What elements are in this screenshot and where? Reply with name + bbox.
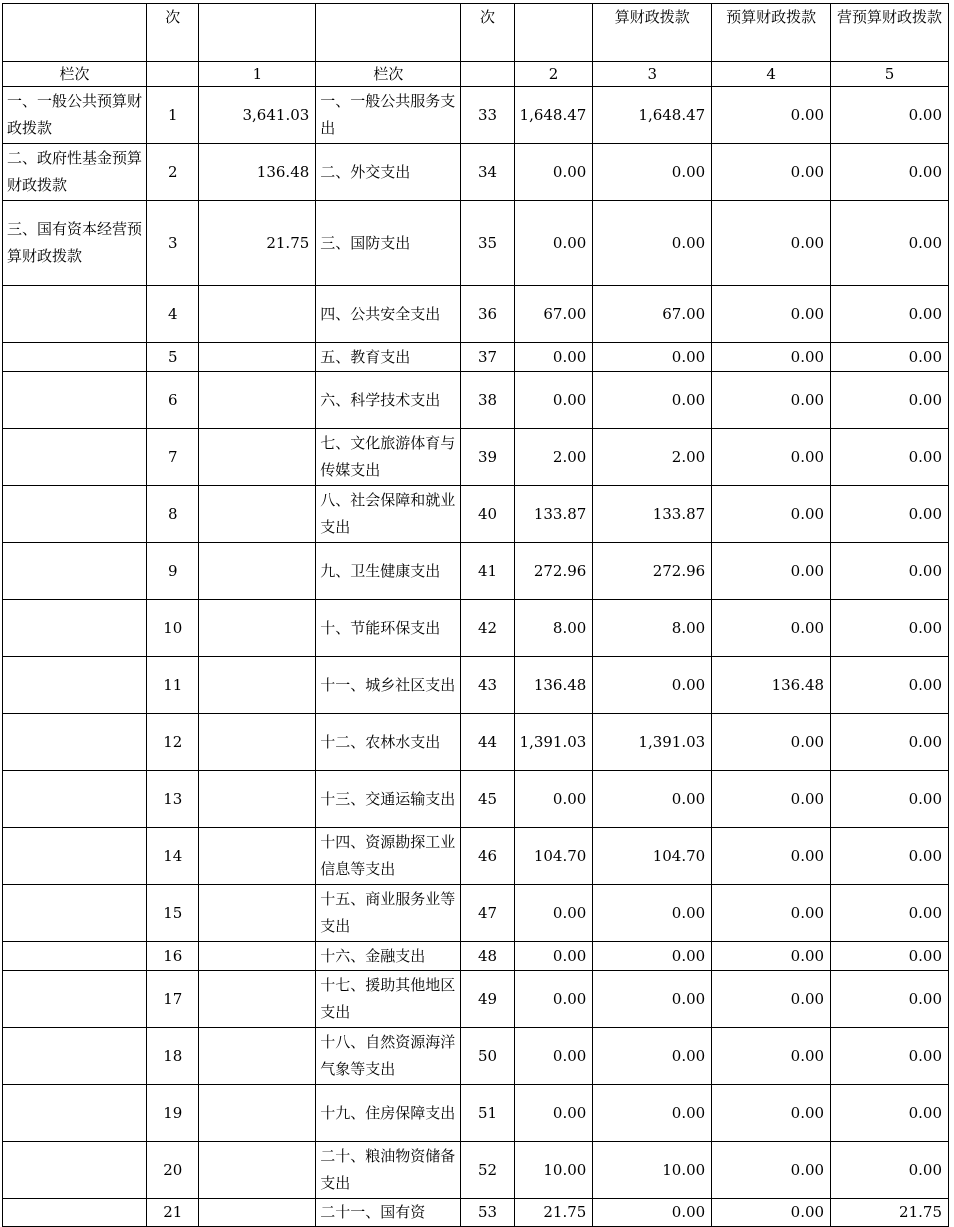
income-amount-cell: [199, 657, 316, 714]
income-source-cell: [3, 1142, 147, 1199]
fund-budget-cell: 0.00: [712, 543, 831, 600]
line-number-cell: 47: [461, 885, 514, 942]
general-budget-cell: 104.70: [593, 828, 712, 885]
expense-item-cell: 七、文化旅游体育与传媒支出: [316, 429, 461, 486]
income-amount-cell: [199, 1199, 316, 1227]
column-number-cell: 5: [831, 62, 949, 87]
total-amount-cell: 0.00: [514, 372, 593, 429]
expense-item-cell: 十、节能环保支出: [316, 600, 461, 657]
capital-budget-cell: 0.00: [831, 1085, 949, 1142]
line-number-cell: 40: [461, 486, 514, 543]
fund-budget-cell: 0.00: [712, 144, 831, 201]
header-cell: 营预算财政拨款: [831, 4, 949, 62]
income-source-cell: [3, 429, 147, 486]
expense-item-cell: 八、社会保障和就业支出: [316, 486, 461, 543]
capital-budget-cell: 0.00: [831, 144, 949, 201]
general-budget-cell: 0.00: [593, 971, 712, 1028]
budget-table-sheet: [2, 3, 952, 1227]
general-budget-cell: 0.00: [593, 885, 712, 942]
capital-budget-cell: 0.00: [831, 429, 949, 486]
general-budget-cell: 133.87: [593, 486, 712, 543]
line-number-cell: 34: [461, 144, 514, 201]
income-amount-cell: [199, 600, 316, 657]
line-number-cell: 52: [461, 1142, 514, 1199]
total-amount-cell: 10.00: [514, 1142, 593, 1199]
income-source-cell: [3, 1085, 147, 1142]
capital-budget-cell: 0.00: [831, 657, 949, 714]
income-source-cell: [3, 1199, 147, 1227]
header-cell: [514, 4, 593, 62]
income-amount-cell: [199, 828, 316, 885]
total-amount-cell: 2.00: [514, 429, 593, 486]
fund-budget-cell: 0.00: [712, 1142, 831, 1199]
income-source-cell: [3, 657, 147, 714]
total-amount-cell: 272.96: [514, 543, 593, 600]
total-amount-cell: 67.00: [514, 286, 593, 343]
capital-budget-cell: 0.00: [831, 286, 949, 343]
expense-item-cell: 二十一、国有资: [316, 1199, 461, 1227]
fund-budget-cell: 0.00: [712, 343, 831, 372]
expense-item-cell: 九、卫生健康支出: [316, 543, 461, 600]
income-source-cell: [3, 828, 147, 885]
income-source-cell: [3, 971, 147, 1028]
budget-table: [2, 3, 949, 1227]
expense-item-cell: 十三、交通运输支出: [316, 771, 461, 828]
income-source-cell: [3, 600, 147, 657]
total-amount-cell: 21.75: [514, 1199, 593, 1227]
income-amount-cell: [199, 1085, 316, 1142]
income-amount-cell: [199, 486, 316, 543]
fund-budget-cell: 0.00: [712, 87, 831, 144]
seq-cell: 5: [147, 343, 199, 372]
expense-item-cell: 六、科学技术支出: [316, 372, 461, 429]
income-source-cell: [3, 343, 147, 372]
table-row: [3, 87, 949, 144]
fund-budget-cell: 0.00: [712, 286, 831, 343]
income-source-cell: 一、一般公共预算财政拨款: [3, 87, 147, 144]
capital-budget-cell: 0.00: [831, 828, 949, 885]
general-budget-cell: 0.00: [593, 942, 712, 971]
total-amount-cell: 0.00: [514, 343, 593, 372]
fund-budget-cell: 0.00: [712, 942, 831, 971]
seq-cell: 20: [147, 1142, 199, 1199]
expense-item-cell: 十六、金融支出: [316, 942, 461, 971]
expense-item-cell: 十一、城乡社区支出: [316, 657, 461, 714]
table-row: [3, 201, 949, 286]
income-amount-cell: [199, 1142, 316, 1199]
table-row: [3, 1085, 949, 1142]
line-number-cell: 42: [461, 600, 514, 657]
seq-cell: 8: [147, 486, 199, 543]
fund-budget-cell: 0.00: [712, 600, 831, 657]
line-number-cell: 44: [461, 714, 514, 771]
capital-budget-cell: 21.75: [831, 1199, 949, 1227]
table-row: [3, 657, 949, 714]
table-row: [3, 828, 949, 885]
column-number-cell: 2: [514, 62, 593, 87]
capital-budget-cell: 0.00: [831, 885, 949, 942]
line-number-cell: 37: [461, 343, 514, 372]
general-budget-cell: 0.00: [593, 201, 712, 286]
fund-budget-cell: 0.00: [712, 885, 831, 942]
expense-item-cell: 五、教育支出: [316, 343, 461, 372]
income-amount-cell: [199, 543, 316, 600]
seq-cell: 2: [147, 144, 199, 201]
fund-budget-cell: 0.00: [712, 771, 831, 828]
capital-budget-cell: 0.00: [831, 201, 949, 286]
income-source-cell: [3, 771, 147, 828]
seq-cell: 1: [147, 87, 199, 144]
fund-budget-cell: 0.00: [712, 201, 831, 286]
general-budget-cell: 0.00: [593, 372, 712, 429]
general-budget-cell: 1,648.47: [593, 87, 712, 144]
general-budget-cell: 272.96: [593, 543, 712, 600]
income-source-cell: [3, 714, 147, 771]
expense-item-cell: 十五、商业服务业等支出: [316, 885, 461, 942]
expense-item-cell: 十八、自然资源海洋气象等支出: [316, 1028, 461, 1085]
total-amount-cell: 0.00: [514, 1085, 593, 1142]
income-amount-cell: [199, 971, 316, 1028]
seq-cell: 3: [147, 201, 199, 286]
line-number-cell: 43: [461, 657, 514, 714]
income-amount-cell: [199, 429, 316, 486]
line-number-cell: 39: [461, 429, 514, 486]
column-number-cell: [147, 62, 199, 87]
table-row: [3, 714, 949, 771]
income-amount-cell: [199, 885, 316, 942]
seq-cell: 15: [147, 885, 199, 942]
general-budget-cell: 0.00: [593, 1028, 712, 1085]
total-amount-cell: 1,391.03: [514, 714, 593, 771]
fund-budget-cell: 0.00: [712, 1085, 831, 1142]
total-amount-cell: 136.48: [514, 657, 593, 714]
total-amount-cell: 0.00: [514, 201, 593, 286]
column-number-cell: 3: [593, 62, 712, 87]
capital-budget-cell: 0.00: [831, 600, 949, 657]
total-amount-cell: 0.00: [514, 771, 593, 828]
line-number-cell: 51: [461, 1085, 514, 1142]
expense-item-cell: 十九、住房保障支出: [316, 1085, 461, 1142]
line-number-cell: 53: [461, 1199, 514, 1227]
line-number-cell: 48: [461, 942, 514, 971]
total-amount-cell: 0.00: [514, 144, 593, 201]
fund-budget-cell: 0.00: [712, 429, 831, 486]
income-source-cell: [3, 486, 147, 543]
seq-cell: 17: [147, 971, 199, 1028]
income-amount-cell: 21.75: [199, 201, 316, 286]
capital-budget-cell: 0.00: [831, 87, 949, 144]
income-amount-cell: [199, 286, 316, 343]
general-budget-cell: 0.00: [593, 343, 712, 372]
capital-budget-cell: 0.00: [831, 942, 949, 971]
header-cell: 次: [147, 4, 199, 62]
income-source-cell: [3, 942, 147, 971]
general-budget-cell: 1,391.03: [593, 714, 712, 771]
header-cell: 次: [461, 4, 514, 62]
expense-item-cell: 二、外交支出: [316, 144, 461, 201]
fund-budget-cell: 0.00: [712, 1028, 831, 1085]
line-number-cell: 41: [461, 543, 514, 600]
expense-item-cell: 二十、粮油物资储备支出: [316, 1142, 461, 1199]
general-budget-cell: 10.00: [593, 1142, 712, 1199]
seq-cell: 13: [147, 771, 199, 828]
fund-budget-cell: 0.00: [712, 828, 831, 885]
expense-item-cell: 十七、援助其他地区支出: [316, 971, 461, 1028]
fund-budget-cell: 0.00: [712, 971, 831, 1028]
seq-cell: 16: [147, 942, 199, 971]
income-amount-cell: [199, 942, 316, 971]
general-budget-cell: 2.00: [593, 429, 712, 486]
table-row: [3, 942, 949, 971]
fund-budget-cell: 0.00: [712, 714, 831, 771]
income-amount-cell: [199, 372, 316, 429]
income-source-cell: 二、政府性基金预算财政拨款: [3, 144, 147, 201]
column-number-cell: [461, 62, 514, 87]
fund-budget-cell: 0.00: [712, 1199, 831, 1227]
header-cell: [316, 4, 461, 62]
income-amount-cell: [199, 1028, 316, 1085]
total-amount-cell: 104.70: [514, 828, 593, 885]
table-row: [3, 1199, 949, 1227]
fund-budget-cell: 0.00: [712, 486, 831, 543]
general-budget-cell: 0.00: [593, 144, 712, 201]
seq-cell: 18: [147, 1028, 199, 1085]
line-number-cell: 49: [461, 971, 514, 1028]
seq-cell: 11: [147, 657, 199, 714]
income-source-cell: [3, 885, 147, 942]
general-budget-cell: 0.00: [593, 1199, 712, 1227]
table-row: [3, 885, 949, 942]
total-amount-cell: 0.00: [514, 1028, 593, 1085]
expense-item-cell: 四、公共安全支出: [316, 286, 461, 343]
total-amount-cell: 133.87: [514, 486, 593, 543]
income-source-cell: [3, 286, 147, 343]
expense-item-cell: 一、一般公共服务支出: [316, 87, 461, 144]
line-number-cell: 35: [461, 201, 514, 286]
column-number-cell: 4: [712, 62, 831, 87]
table-row: [3, 1142, 949, 1199]
income-source-cell: [3, 372, 147, 429]
fund-budget-cell: 0.00: [712, 372, 831, 429]
income-amount-cell: 136.48: [199, 144, 316, 201]
line-number-cell: 45: [461, 771, 514, 828]
seq-cell: 6: [147, 372, 199, 429]
seq-cell: 4: [147, 286, 199, 343]
income-source-cell: 三、国有资本经营预算财政拨款: [3, 201, 147, 286]
line-number-cell: 33: [461, 87, 514, 144]
fund-budget-cell: 136.48: [712, 657, 831, 714]
column-number-cell: 栏次: [3, 62, 147, 87]
table-row: [3, 429, 949, 486]
column-number-cell: 1: [199, 62, 316, 87]
seq-cell: 12: [147, 714, 199, 771]
table-row: [3, 543, 949, 600]
general-budget-cell: 8.00: [593, 600, 712, 657]
table-row: [3, 971, 949, 1028]
table-row: [3, 1028, 949, 1085]
column-number-cell: 栏次: [316, 62, 461, 87]
seq-cell: 19: [147, 1085, 199, 1142]
general-budget-cell: 67.00: [593, 286, 712, 343]
income-source-cell: [3, 1028, 147, 1085]
capital-budget-cell: 0.00: [831, 372, 949, 429]
capital-budget-cell: 0.00: [831, 543, 949, 600]
seq-cell: 9: [147, 543, 199, 600]
table-row: [3, 771, 949, 828]
table-row: [3, 144, 949, 201]
total-amount-cell: 0.00: [514, 885, 593, 942]
general-budget-cell: 0.00: [593, 657, 712, 714]
expense-item-cell: 十二、农林水支出: [316, 714, 461, 771]
total-amount-cell: 1,648.47: [514, 87, 593, 144]
total-amount-cell: 0.00: [514, 971, 593, 1028]
income-amount-cell: [199, 343, 316, 372]
header-cell: 预算财政拨款: [712, 4, 831, 62]
capital-budget-cell: 0.00: [831, 486, 949, 543]
header-cell: [199, 4, 316, 62]
column-number-row: [3, 62, 949, 87]
line-number-cell: 50: [461, 1028, 514, 1085]
income-amount-cell: 3,641.03: [199, 87, 316, 144]
seq-cell: 7: [147, 429, 199, 486]
capital-budget-cell: 0.00: [831, 971, 949, 1028]
line-number-cell: 38: [461, 372, 514, 429]
line-number-cell: 36: [461, 286, 514, 343]
expense-item-cell: 三、国防支出: [316, 201, 461, 286]
capital-budget-cell: 0.00: [831, 1028, 949, 1085]
table-row: [3, 600, 949, 657]
income-amount-cell: [199, 714, 316, 771]
header-row: [3, 4, 949, 62]
header-cell: 算财政拨款: [593, 4, 712, 62]
seq-cell: 21: [147, 1199, 199, 1227]
header-cell: [3, 4, 147, 62]
expense-item-cell: 十四、资源勘探工业信息等支出: [316, 828, 461, 885]
general-budget-cell: 0.00: [593, 1085, 712, 1142]
total-amount-cell: 0.00: [514, 942, 593, 971]
capital-budget-cell: 0.00: [831, 771, 949, 828]
table-row: [3, 286, 949, 343]
income-amount-cell: [199, 771, 316, 828]
total-amount-cell: 8.00: [514, 600, 593, 657]
seq-cell: 10: [147, 600, 199, 657]
seq-cell: 14: [147, 828, 199, 885]
table-row: [3, 372, 949, 429]
capital-budget-cell: 0.00: [831, 1142, 949, 1199]
income-source-cell: [3, 543, 147, 600]
capital-budget-cell: 0.00: [831, 714, 949, 771]
line-number-cell: 46: [461, 828, 514, 885]
table-row: [3, 486, 949, 543]
general-budget-cell: 0.00: [593, 771, 712, 828]
capital-budget-cell: 0.00: [831, 343, 949, 372]
table-row: [3, 343, 949, 372]
